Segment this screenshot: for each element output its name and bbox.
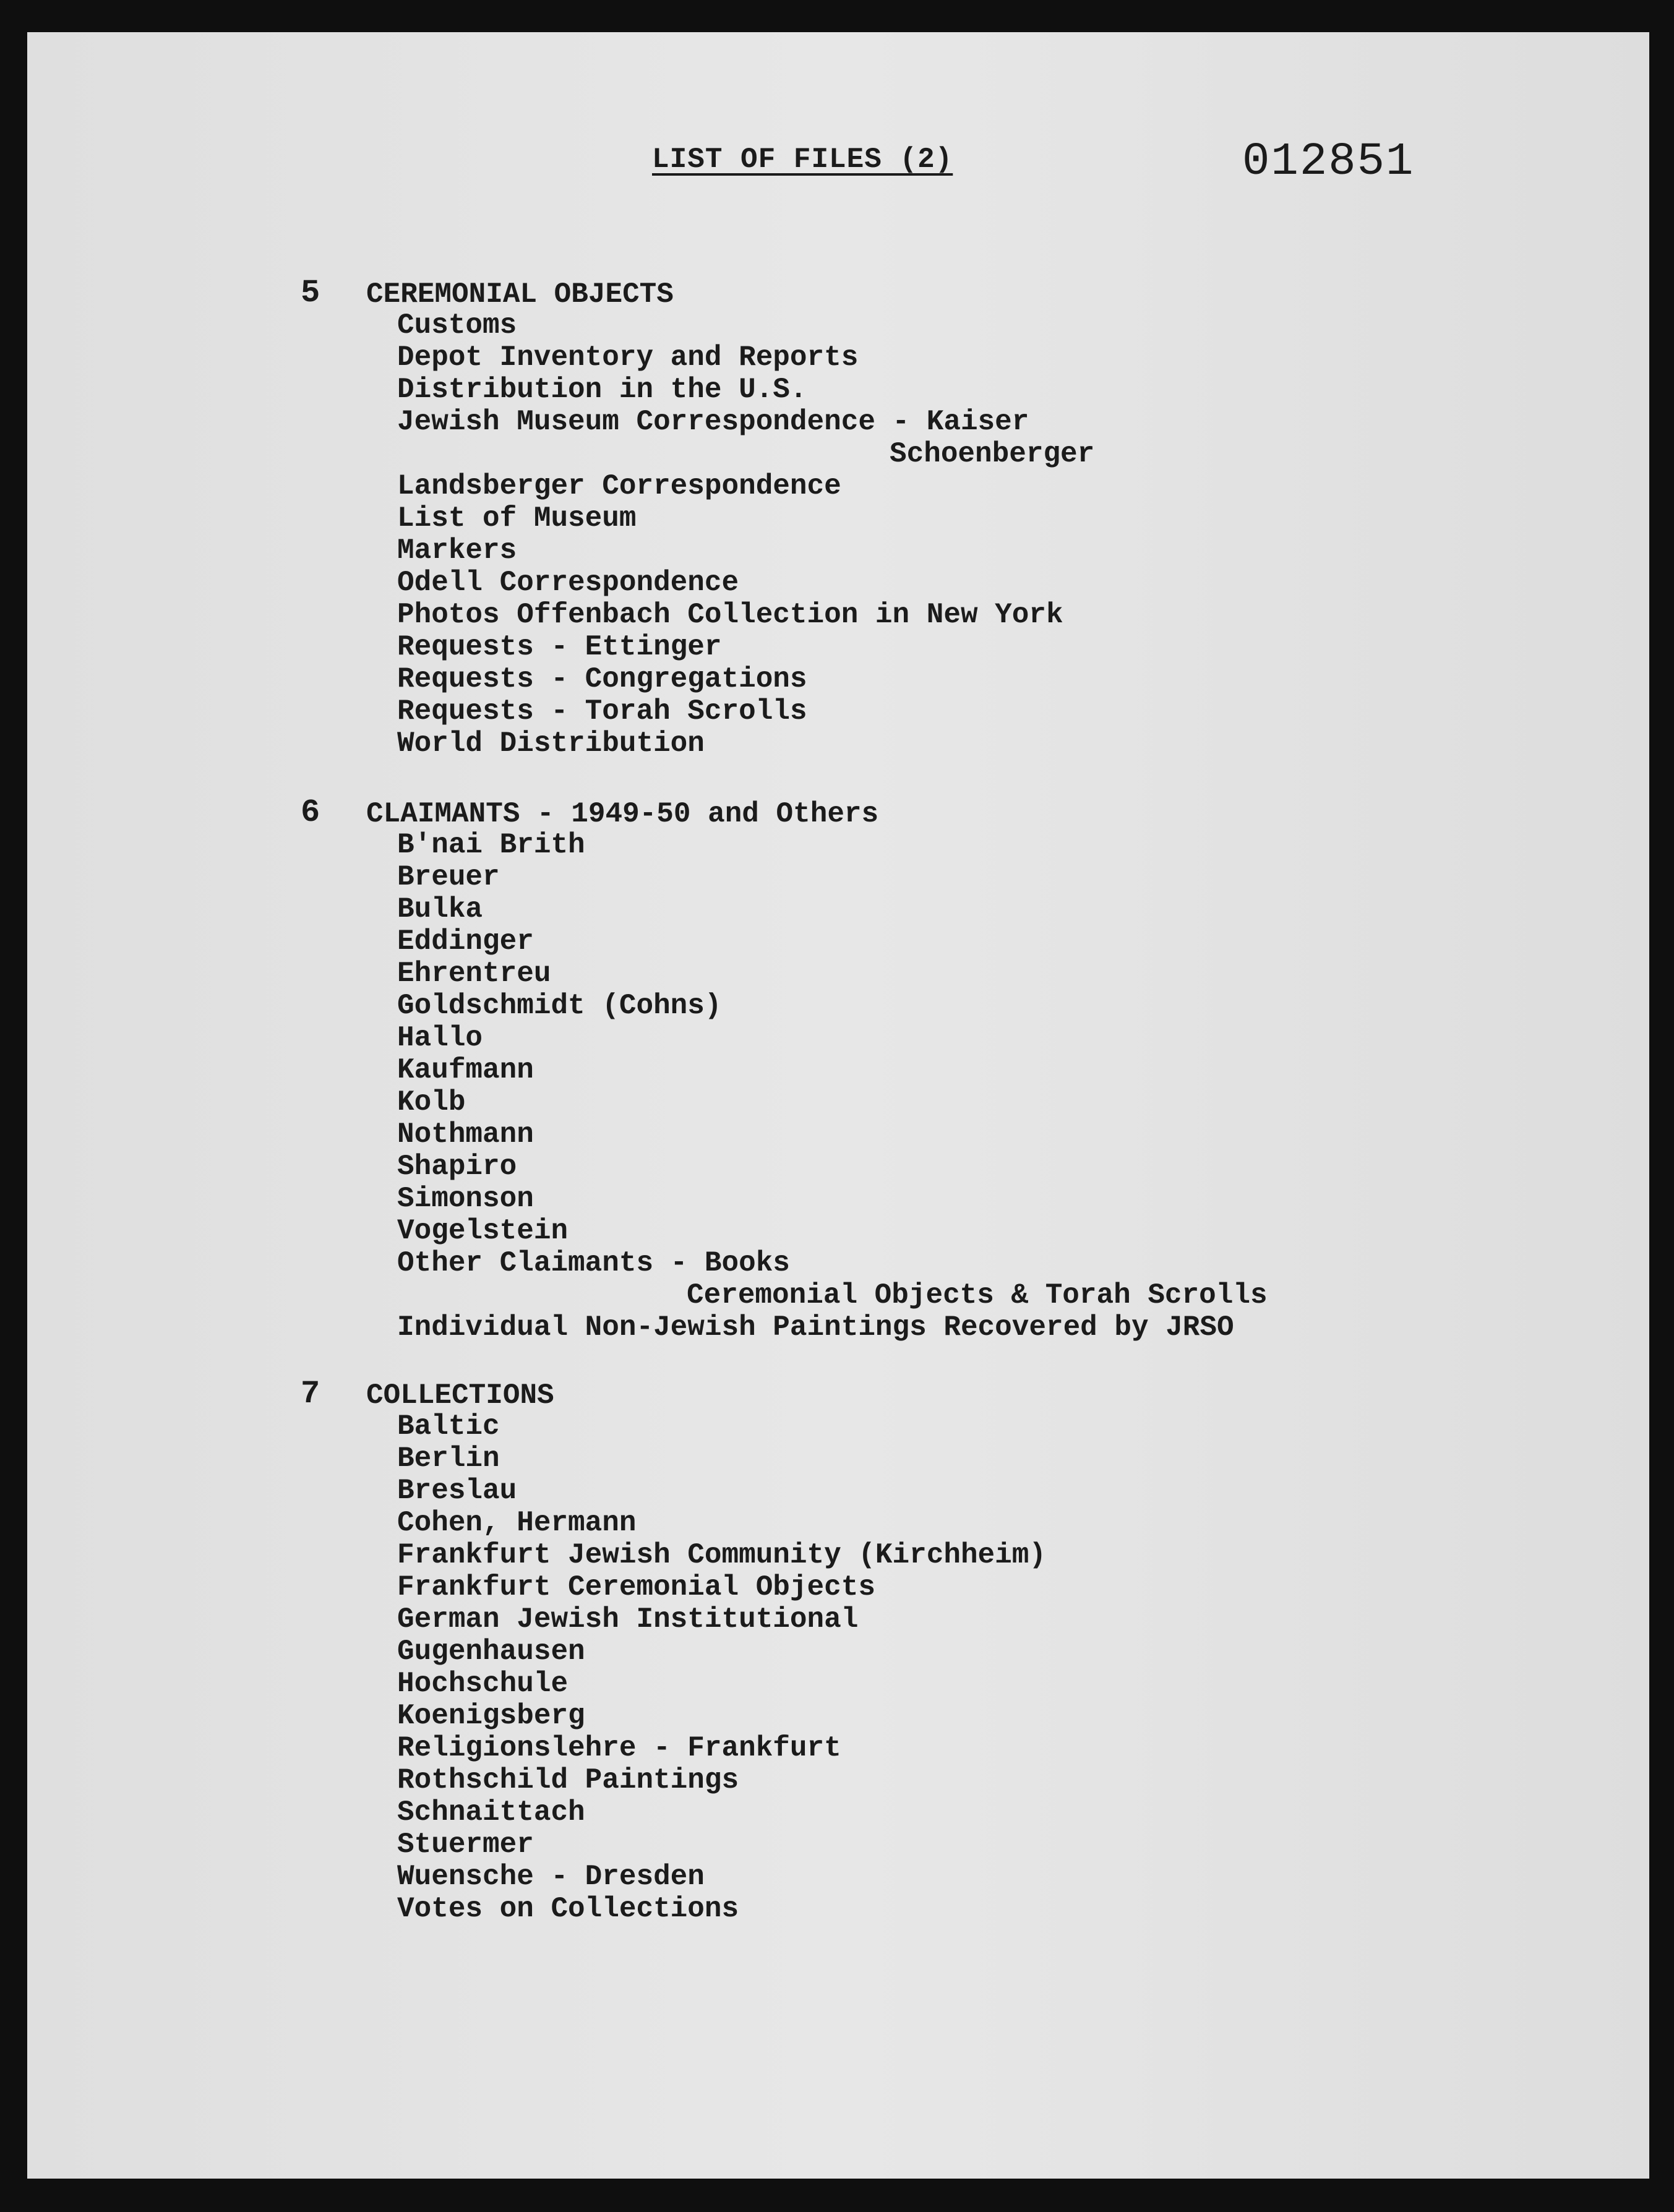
list-item: Vogelstein (397, 1215, 569, 1247)
section-title: CEREMONIAL OBJECTS (366, 278, 674, 311)
list-item: Hochschule (397, 1668, 569, 1700)
list-item: List of Museum (397, 502, 637, 534)
list-item: Stuermer (397, 1828, 534, 1861)
list-item: Customs (397, 309, 517, 341)
file-list (397, 1410, 1046, 1925)
list-item: Eddinger (397, 925, 534, 958)
list-item: Jewish Museum Correspondence - Kaiser (397, 406, 1029, 438)
list-item: Requests - Ettinger (397, 631, 722, 663)
file-list (397, 829, 1268, 1344)
list-item: Individual Non-Jewish Paintings Recovered by JRSO (397, 1311, 1234, 1344)
list-item: Wuensche - Dresden (397, 1861, 705, 1893)
list-item: Odell Correspondence (397, 567, 739, 599)
list-item: German Jewish Institutional (397, 1603, 859, 1635)
list-item: Ehrentreu (397, 958, 551, 990)
section-title: COLLECTIONS (366, 1379, 554, 1412)
list-item: Frankfurt Jewish Community (Kirchheim) (397, 1539, 1046, 1571)
list-item: Other Claimants - Books (397, 1247, 790, 1279)
list-item: Cohen, Hermann (397, 1507, 637, 1539)
list-item: Votes on Collections (397, 1893, 739, 1925)
file-list (397, 309, 1094, 760)
list-item: World Distribution (397, 727, 705, 760)
list-item: B'nai Brith (397, 829, 585, 861)
section-title: CLAIMANTS - 1949-50 and Others (366, 798, 879, 830)
list-item: Kaufmann (397, 1054, 534, 1086)
section-number: 5 (301, 275, 320, 311)
list-item: Bulka (397, 893, 483, 925)
section-number: 7 (301, 1376, 320, 1412)
document-page (27, 32, 1649, 2179)
document-title: LIST OF FILES (2) (652, 144, 953, 176)
section-number: 6 (301, 794, 320, 831)
list-item: Landsberger Correspondence (397, 470, 841, 502)
list-item: Religionslehre - Frankfurt (397, 1732, 841, 1764)
document-number: 012851 (1242, 136, 1415, 188)
list-item-continuation: Schoenberger (890, 438, 1095, 470)
list-item: Kolb (397, 1086, 466, 1118)
list-item: Goldschmidt (Cohns) (397, 990, 722, 1022)
list-item: Gugenhausen (397, 1635, 585, 1668)
list-item: Frankfurt Ceremonial Objects (397, 1571, 875, 1603)
list-item: Shapiro (397, 1151, 517, 1183)
list-item: Nothmann (397, 1118, 534, 1151)
list-item: Rothschild Paintings (397, 1764, 739, 1796)
list-item: Koenigsberg (397, 1700, 585, 1732)
list-item: Berlin (397, 1443, 500, 1475)
list-item: Photos Offenbach Collection in New York (397, 599, 1063, 631)
list-item: Breslau (397, 1475, 517, 1507)
list-item: Baltic (397, 1410, 500, 1443)
list-item: Depot Inventory and Reports (397, 341, 859, 374)
list-item: Hallo (397, 1022, 483, 1054)
list-item: Requests - Congregations (397, 663, 807, 695)
list-item: Schnaittach (397, 1796, 585, 1828)
list-item: Simonson (397, 1183, 534, 1215)
list-item-continuation: Ceremonial Objects & Torah Scrolls (687, 1279, 1268, 1311)
list-item: Breuer (397, 861, 500, 893)
list-item: Distribution in the U.S. (397, 374, 807, 406)
list-item: Markers (397, 534, 517, 567)
list-item: Requests - Torah Scrolls (397, 695, 807, 727)
